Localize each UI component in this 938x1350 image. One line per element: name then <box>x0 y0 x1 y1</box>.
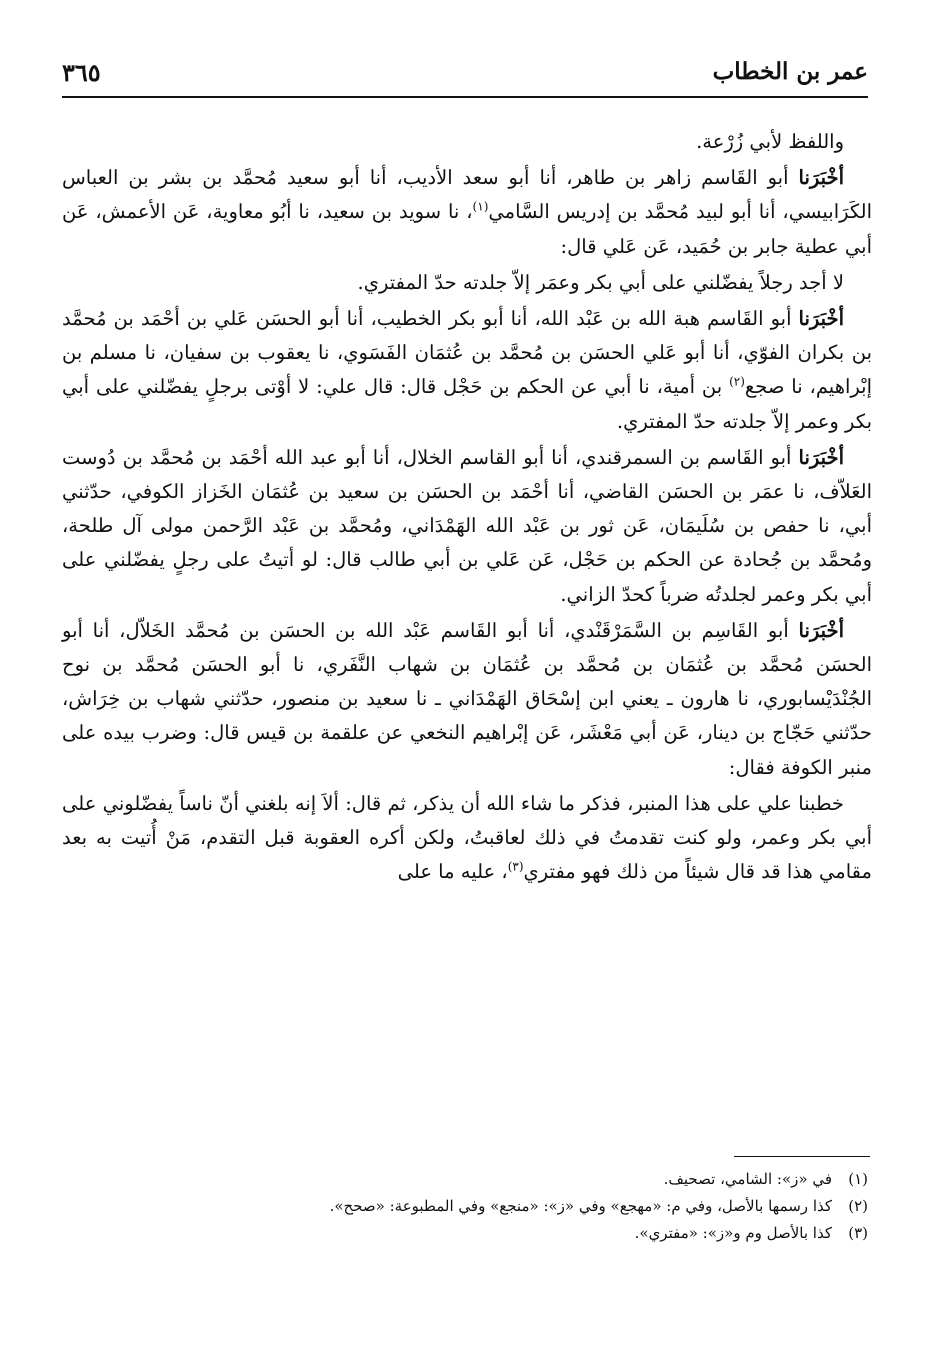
paragraph-text-after: ، نا سويد بن سعيد، نا أبُو معاوية، عَن الأعمش، عَن أبي عطية جابر بن حُمَيد، عَن عَلي قال: <box>62 200 872 258</box>
paragraph <box>62 787 872 890</box>
footnote-number: (٢) <box>848 1197 868 1215</box>
paragraph-text: واللفظ لأبي زُرْعة. <box>696 130 844 153</box>
footnotes <box>62 1166 868 1247</box>
paragraph-lead-word: أخْبَرَنا <box>798 445 844 469</box>
paragraph-lead-word: أخْبَرَنا <box>798 618 844 642</box>
footnote-separator <box>734 1156 870 1157</box>
paragraph-text: أبو القَاسم زاهر بن طاهر، أنا أبو سعد الأديب، أنا أبو سعيد مُحمَّد بن بشر بن العباس الكَرَابيسي، أنا أبو لبيد مُحمَّد بن إدريس السَّامي <box>62 166 872 224</box>
paragraph-text: خطبنا علي على هذا المنبر، فذكر ما شاء الله أن يذكر، ثم قال: ألاَ إنه بلغني أنّ ناساً يفضّلوني على أبي بكر وعمر، ولو كنت تقدمتُ في ذلك لعاقبتُ، ولكن أكره العقوبة قبل التقدم، مَنْ أُتيت به بعد مقامي هذا قد قال شيئاً من ذلك فهو مفتري <box>62 791 872 884</box>
paragraph-lead-word: أخْبَرَنا <box>798 307 844 331</box>
page-number: ٣٦٥ <box>62 58 101 87</box>
footnote-ref: (١) <box>472 199 489 214</box>
footnote-number: (٣) <box>848 1224 868 1242</box>
footnote <box>62 1193 868 1220</box>
paragraph-text: أبو القَاسم هبة الله بن عَبْد الله، أنا أبو بكر الخطيب، أنا أبو الحسَن عَلي بن أحْمَد بن مُحمَّد بن بكران الفوّي، أنا أبو عَلي الحسَن بن مُحمَّد بن عُثمَان الفَسَوي، نا يعقوب بن سفيان، نا مسلم بن إبْراهيم، نا صجع <box>62 307 872 399</box>
footnote <box>62 1166 868 1193</box>
paragraph-text: أبو القَاسم بن السمرقندي، أنا أبو القاسم الخلال، أنا أبو عبد الله أحْمَد بن مُحمَّد بن دُوست العَلاّف، نا عمَر بن الحسَن القاضي، أنا أحْمَد بن الحسَن بن سعيد بن عُثمَان الخَزاز الكوفي، حدّثني أبي، نا حفص بن سُلَيمَان، عَن ثور بن عَبْد الله الهَمْدَاني، ومُحمَّد بن عَبْد الرَّحمن مولى آل طلحة، ومُحمَّد بن جُحادة عن الحكم بن حَجْل، عَن عَلي بن أبي طالب قال: لو أتيتُ على رجلٍ يفضّلني على أبي بكر وعمر لجلدتُه ضرباً كحدّ الزاني. <box>62 445 872 606</box>
footnote <box>62 1220 868 1247</box>
footnote-text: كذا رسمها بالأصل، وفي م: «مهجع» وفي «ز»: «منجع» وفي المطبوعة: «صحح». <box>329 1197 832 1215</box>
footnote-ref: (٣) <box>507 859 524 874</box>
paragraph-lead-word: أخْبَرَنا <box>798 166 844 190</box>
header-title: عمر بن الخطاب <box>712 58 868 85</box>
footnote-text: كذا بالأصل وم و«ز»: «مفتري». <box>634 1224 832 1242</box>
paragraph-text-after: ، عليه ما على <box>397 860 508 884</box>
paragraph-text: أبو القَاسِم بن السَّمَرْقَنْدي، أنا أبو القَاسم عَبْد الله بن الحسَن بن مُحمَّد الخَلاّل، أنا أبو الحسَن مُحمَّد بن عُثمَان بن مُحمَّد بن عُثمَان بن شهاب النَّفَري، نا أبو الحسَن مُحمَّد بن نوح الجُنْدَيْسابوري، نا هارون ـ يعني ابن إسْحَاق الهَمْدَاني ـ نا سعيد بن منصور، حدّثني شهاب بن خِرَاش، حدّثني حَجّاج بن دينار، عَن أبي مَعْشَر، عَن إبْراهيم النخعي عن علقمة بن قيس قال: وضرب بيده على منبر الكوفة فقال: <box>62 618 872 779</box>
footnote-number: (١) <box>848 1170 868 1188</box>
paragraph <box>62 266 872 300</box>
running-header <box>62 58 868 100</box>
footnote-text: في «ز»: الشامي، تصحيف. <box>663 1170 832 1188</box>
main-text <box>62 125 872 891</box>
paragraph <box>62 441 872 612</box>
paragraph <box>62 302 872 439</box>
paragraph <box>62 614 872 785</box>
paragraph-text: لا أجد رجلاً يفضّلني على أبي بكر وعمَر إلاّ جلدته حدّ المفتري. <box>357 270 844 294</box>
footnote-ref: (٢) <box>729 374 745 389</box>
header-rule <box>62 96 868 98</box>
paragraph <box>62 161 872 264</box>
paragraph <box>62 125 872 159</box>
paragraph-text-after: بن أمية، نا أبي عن الحكم بن حَجْل قال: قال علي: لا أوْتى برجلٍ يفضّلني على أبي بكر وعمر إلاّ جلدته حدّ المفتري. <box>62 375 872 433</box>
